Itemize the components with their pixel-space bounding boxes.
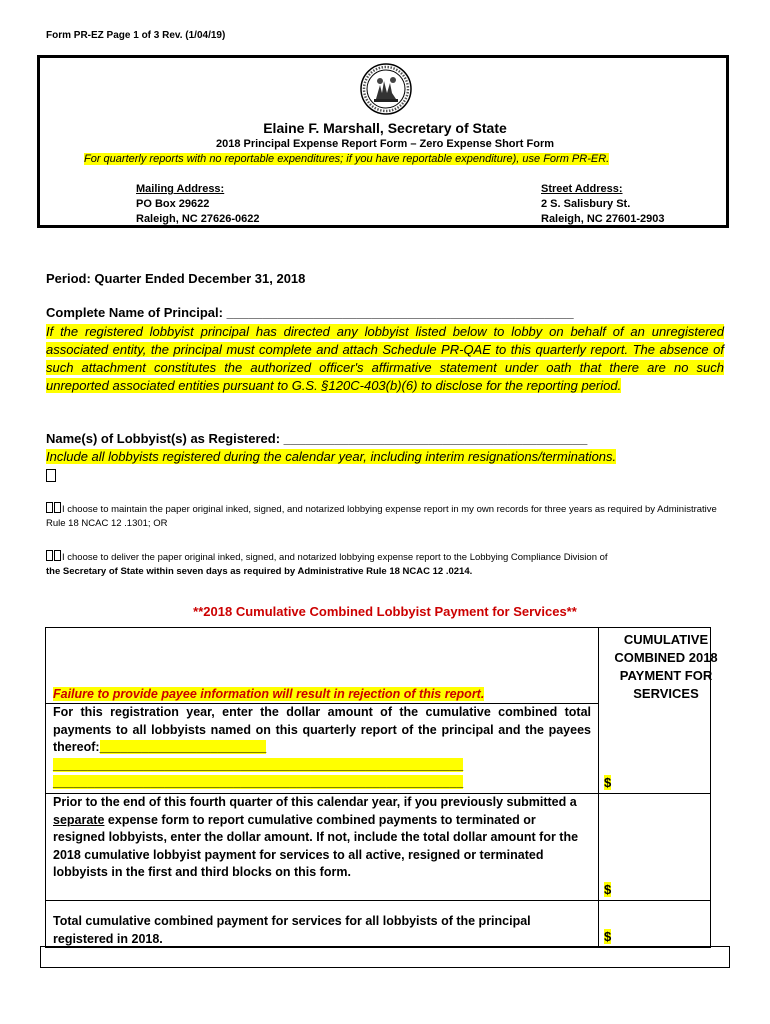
missing-glyph-box xyxy=(46,469,56,482)
checkbox[interactable] xyxy=(54,550,61,561)
payees-blank-2[interactable]: ___________________________________________________________ xyxy=(53,757,464,772)
street-address-line1: 2 S. Salisbury St. xyxy=(541,198,631,210)
records-option-maintain-text: I choose to maintain the paper original inked, signed, and notarized lobbying expense report in my own records for three years as required by Administrative Rule 18 NCAC 12 .1301; OR xyxy=(46,504,717,529)
form-title: 2018 Principal Expense Report Form – Zero Expense Short Form xyxy=(215,138,555,150)
reporting-period: Period: Quarter Ended December 31, 2018 xyxy=(46,271,306,286)
separate-form-text-2: expense form to report cumulative combined payments to terminated or resigned lobbyists, enter the dollar amount. If not, include the total dollar amount for the 2018 cumulative lobbyist payment for services to all active, resigned or terminated lobbyists in the first and third blocks on this form. xyxy=(53,812,579,879)
separate-form-amount-field[interactable] xyxy=(604,882,611,897)
separate-form-text-underlined: separate xyxy=(53,812,105,827)
mailing-address xyxy=(136,182,260,227)
principal-name-field[interactable]: Complete Name of Principal: ________________________________________________ xyxy=(46,305,574,320)
payment-section-title: **2018 Cumulative Combined Lobbyist Payment for Services** xyxy=(193,604,577,619)
payment-column-header: CUMULATIVE COMBINED 2018 PAYMENT FOR SERVICES xyxy=(614,632,718,701)
lobbyist-names-field[interactable]: Name(s) of Lobbyist(s) as Registered: __________________________________________ xyxy=(46,431,588,446)
payee-warning-text: Failure to provide payee information will result in rejection of this report. xyxy=(53,687,485,701)
records-option-deliver-text-bold: the Secretary of State within seven days as required by Administrative Rule 18 NCAC 12 .0214. xyxy=(46,566,473,577)
records-option-deliver xyxy=(46,550,722,579)
principal-note xyxy=(46,323,724,395)
separate-form-row xyxy=(53,794,591,882)
checkbox[interactable] xyxy=(54,502,61,513)
mailing-address-line1: PO Box 29622 xyxy=(136,198,210,210)
form-usage-note-text: For quarterly reports with no reportable expenditures; if you have reportable expenditure), use Form PR-ER. xyxy=(84,153,610,165)
cumulative-total-row xyxy=(53,704,591,792)
records-option-deliver-text: I choose to deliver the paper original inked, signed, and notarized lobbying expense report to the Lobbying Compliance Division of xyxy=(62,552,608,563)
bottom-box xyxy=(40,946,730,968)
state-seal-icon xyxy=(360,63,412,115)
currency-symbol: $ xyxy=(604,775,612,790)
mailing-address-label: Mailing Address: xyxy=(136,183,225,195)
table-row-divider xyxy=(46,900,710,901)
form-usage-note xyxy=(84,153,609,166)
cumulative-total-amount-field[interactable] xyxy=(604,775,611,790)
cumulative-total-text: For this registration year, enter the dollar amount of the cumulative combined total payments to all lobbyists named on this quarterly report of the principal and the payees thereof: xyxy=(53,705,591,754)
mailing-address-line2: Raleigh, NC 27626-0622 xyxy=(136,213,260,225)
form-reference: Form PR-EZ Page 1 of 3 Rev. (1/04/19) xyxy=(46,30,226,41)
street-address-label: Street Address: xyxy=(541,183,623,195)
payee-warning xyxy=(53,686,484,702)
currency-symbol: $ xyxy=(604,882,612,897)
secretary-of-state-title: Elaine F. Marshall, Secretary of State xyxy=(263,120,507,136)
separate-form-text-1: Prior to the end of this fourth quarter of this calendar year, if you previously submitted a xyxy=(53,795,577,809)
checkbox[interactable] xyxy=(46,550,53,561)
principal-note-text: If the registered lobbyist principal has directed any lobbyist listed below to lobby on behalf of an unregistered associated entity, the principal must complete and attach Schedule PR-QAE to this quarterly report. The absence of such attachment constitutes the authorized officer's affirmative statement under oath that there are no such unreported associated entities pursuant to G.S. §120C-403(b)(6) to disclose for the reporting period. xyxy=(46,324,724,393)
street-address xyxy=(541,182,665,227)
total-payment-amount-field[interactable] xyxy=(604,929,611,944)
lobbyist-names-note-text: Include all lobbyists registered during the calendar year, including interim resignations/terminations. xyxy=(46,449,617,464)
records-option-maintain xyxy=(46,502,722,531)
checkbox[interactable] xyxy=(46,502,53,513)
total-payment-row xyxy=(53,913,591,948)
lobbyist-names-note xyxy=(46,449,616,465)
total-payment-text: Total cumulative combined payment for services for all lobbyists of the principal registered in 2018. xyxy=(53,914,531,946)
payees-blank-3[interactable]: ___________________________________________________________ xyxy=(53,775,464,789)
currency-symbol: $ xyxy=(604,929,612,944)
payees-blank-1[interactable]: ________________________ xyxy=(99,740,267,754)
street-address-line2: Raleigh, NC 27601-2903 xyxy=(541,213,665,225)
